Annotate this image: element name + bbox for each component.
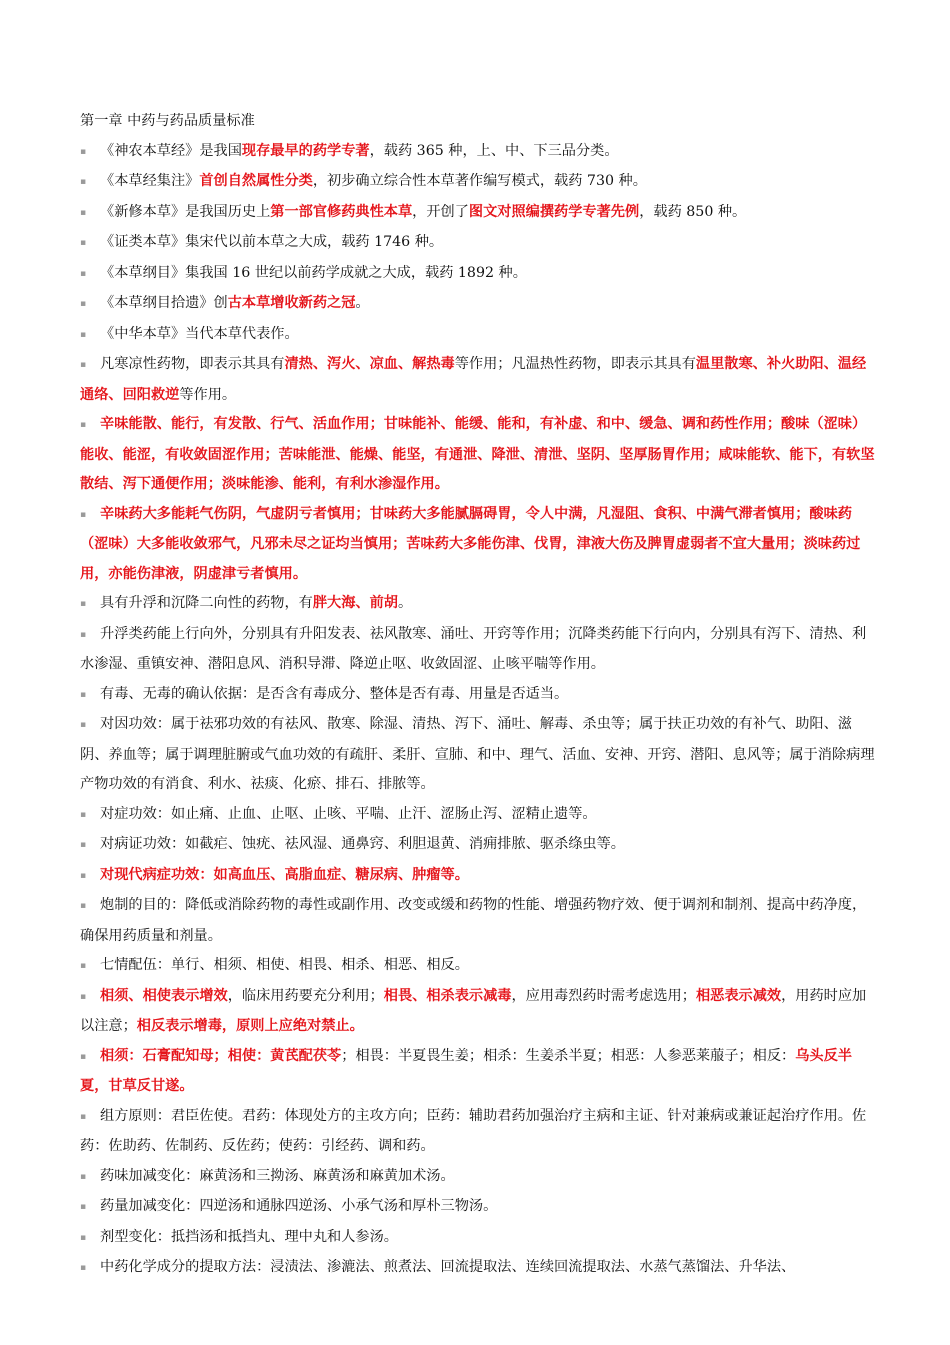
- body-text: 《本草纲目拾遗》创: [100, 295, 228, 311]
- body-text: 《神农本草经》是我国: [100, 142, 242, 159]
- list-item: [80, 1102, 880, 1162]
- highlight-text: 相须、相使表示增效: [100, 987, 228, 1004]
- list-item: [80, 1253, 880, 1284]
- body-text: 《新修本草》是我国历史上: [100, 203, 271, 220]
- bullet-icon: ▪: [80, 238, 87, 248]
- highlight-text: 对现代病症功效：如高血压、高脂血症、糖尿病、肿瘤等。: [100, 866, 469, 883]
- bullet-icon: ▪: [80, 689, 87, 700]
- bullet-icon: ▪: [80, 177, 87, 187]
- bullet-icon: ▪: [80, 1111, 87, 1122]
- body-text: ，开创了: [412, 203, 469, 220]
- document-page: [80, 107, 880, 1284]
- bullet-icon: ▪: [80, 1232, 87, 1243]
- highlight-text: 第一部官修药典性本草: [270, 203, 413, 220]
- bullet-icon: ▪: [80, 1263, 87, 1273]
- highlight-text: 相须：石膏配知母；相使：黄芪配茯苓: [100, 1047, 342, 1064]
- highlight-text: 古本草增收新药之冠: [227, 295, 356, 311]
- body-text: 。: [355, 295, 370, 311]
- list-item: [80, 137, 880, 168]
- bullet-icon: ▪: [80, 870, 87, 881]
- body-text: 等作用。: [179, 386, 237, 403]
- list-item: [80, 1192, 880, 1223]
- list-item: [80, 891, 880, 951]
- highlight-text: 乌头反半夏，甘草反甘遂。: [80, 1047, 852, 1094]
- list-item: [80, 289, 880, 320]
- body-text: ，载药 850 种。: [639, 203, 747, 220]
- list-item: [80, 830, 880, 861]
- body-text: ；相畏：半夏畏生姜；相杀：生姜杀半夏；相恶：人参恶莱菔子；相反：: [341, 1047, 796, 1064]
- bullet-icon: ▪: [80, 961, 87, 971]
- body-text: 对症功效：如止痛、止血、止呕、止咳、平喘、止汗、涩肠止泻、涩精止遗等。: [100, 805, 597, 822]
- body-text: 组方原则：君臣佐使。君药：体现处方的主攻方向；臣药：辅助君药加强治疗主病和主证、针对兼病或兼证起治疗作用。佐药：佐助药、佐制药、反佐药；使药：引经药、调和药。: [80, 1107, 867, 1154]
- highlight-text: 相恶表示减效: [695, 987, 782, 1004]
- list-item: [80, 167, 880, 198]
- list-item: [80, 800, 880, 831]
- bullet-icon: ▪: [80, 268, 87, 279]
- bullet-icon: ▪: [80, 840, 87, 850]
- list-item: [80, 982, 880, 1042]
- body-text: 剂型变化：抵挡汤和抵挡丸、理中丸和人参汤。: [100, 1228, 398, 1245]
- body-text: 中药化学成分的提取方法：浸渍法、渗漉法、煎煮法、回流提取法、连续回流提取法、水蒸气蒸馏法、升华法、: [100, 1259, 796, 1275]
- bullet-icon: ▪: [80, 809, 87, 820]
- bullet-icon: ▪: [80, 420, 87, 430]
- body-text: 对病证功效：如截疟、蚀疣、祛风湿、通鼻窍、利胆退黄、消痈排脓、驱杀绦虫等。: [100, 836, 625, 852]
- body-text: ，临床用药要充分利用；: [227, 987, 384, 1004]
- list-item: [80, 589, 880, 620]
- body-text: 《证类本草》集宋代以前本草之大成，载药 1746 种。: [100, 234, 444, 250]
- highlight-text: 辛味能散、能行，有发散、行气、活血作用；甘味能补、能缓、能和，有补虚、和中、缓急、调和药性作用；酸味（涩味）能收、能涩，有收敛固涩作用；苦味能泄、能燥、能坚，有通泄、降泄、清泄、坚阴、坚厚肠胃作用；咸味能软、能下，有软坚散结、泻下通便作用；淡味能渗、能利，有利水渗湿作用。: [80, 416, 875, 492]
- bullet-icon: ▪: [80, 207, 87, 218]
- body-text: 药味加减变化：麻黄汤和三拗汤、麻黄汤和麻黄加术汤。: [100, 1167, 455, 1184]
- body-text: 《中华本草》当代本草代表作。: [100, 325, 299, 342]
- bullet-icon: ▪: [80, 146, 87, 157]
- highlight-text: 首创自然属性分类: [199, 173, 313, 189]
- list-item: [80, 1162, 880, 1193]
- body-text: 升浮类药能上行向外，分别具有升阳发表、祛风散寒、涌吐、开窍等作用；沉降类药能下行向内，分别具有泻下、清热、利水渗湿、重镇安神、潜阳息风、消积导滞、降逆止呕、收敛固涩、止咳平喘等作用。: [80, 625, 867, 672]
- bullet-icon: ▪: [80, 599, 87, 609]
- bullet-icon: ▪: [80, 299, 87, 309]
- body-text: 等作用；凡温热性药物，即表示其具有: [454, 356, 696, 372]
- highlight-text: 温里散寒、补火助阳、温经通络、回阳救逆: [80, 356, 867, 403]
- highlight-text: 图文对照编撰药学专著先例: [468, 203, 640, 220]
- bullet-icon: ▪: [80, 720, 87, 730]
- body-text: 具有升浮和沉降二向性的药物，有: [100, 595, 313, 611]
- highlight-text: 相反表示增毒，原则上应绝对禁止。: [136, 1018, 364, 1034]
- chapter-title: 第一章 中药与药品质量标准: [80, 113, 255, 129]
- list-item: [80, 1223, 880, 1254]
- highlight-text: 相畏、相杀表示减毒: [383, 987, 512, 1004]
- list-item: [80, 500, 880, 590]
- body-text: ，初步确立综合性本草著作编写模式，载药 730 种。: [312, 173, 647, 189]
- list-item: [80, 410, 880, 500]
- body-text: ，载药 365 种，上、中、下三品分类。: [369, 142, 619, 159]
- body-text: 《本草经集注》: [100, 173, 200, 189]
- body-text: 凡寒凉性药物，即表示其具有: [100, 356, 285, 372]
- list-item: [80, 350, 880, 410]
- list-item: [80, 259, 880, 290]
- body-text: 七情配伍：单行、相须、相使、相畏、相杀、相恶、相反。: [100, 957, 469, 973]
- list-item: [80, 198, 880, 229]
- highlight-text: 辛味药大多能耗气伤阴，气虚阴亏者慎用；甘味药大多能腻膈碍胃，令人中满，凡湿阻、食积、中满气滞者慎用；酸味药（涩味）大多能收敛邪气，凡邪未尽之证均当慎用；苦味药大多能伤津、伐胃，津液大伤及脾胃虚弱者不宜大量用；淡味药过用，亦能伤津液，阴虚津亏者慎用。: [80, 505, 861, 582]
- list-item: [80, 951, 880, 982]
- list-item: [80, 680, 880, 711]
- body-text: 对因功效：属于祛邪功效的有祛风、散寒、除湿、清热、泻下、涌吐、解毒、杀虫等；属于扶正功效的有补气、助阳、滋阴、养血等；属于调理脏腑或气血功效的有疏肝、柔肝、宣肺、和中、理气、活血、安神、开窍、潜阳、息风等；属于消除病理产物功效的有消食、利水、祛痰、化瘀、排石、排脓等。: [80, 716, 875, 792]
- body-text: 有毒、无毒的确认依据：是否含有毒成分、整体是否有毒、用量是否适当。: [100, 685, 569, 702]
- body-text: 《本草纲目》集我国 16 世纪以前药学成就之大成，载药 1892 种。: [100, 264, 527, 281]
- list-item: [80, 620, 880, 680]
- bullet-icon: ▪: [80, 509, 87, 520]
- bullet-icon: ▪: [80, 901, 87, 911]
- bullet-icon: ▪: [80, 329, 87, 340]
- body-text: 药量加减变化：四逆汤和通脉四逆汤、小承气汤和厚朴三物汤。: [100, 1198, 498, 1214]
- list-item: [80, 710, 880, 800]
- body-text: 炮制的目的：降低或消除药物的毒性或副作用、改变或缓和药物的性能、增强药物疗效、便于调剂和制剂、提高中药净度，确保用药质量和剂量。: [80, 897, 867, 944]
- bullet-icon: ▪: [80, 1051, 87, 1062]
- bullet-icon: ▪: [80, 991, 87, 1002]
- body-text: ，用药时应加以注意；: [80, 987, 867, 1034]
- body-text: ，应用毒烈药时需考虑选用；: [511, 987, 696, 1004]
- bullet-icon: ▪: [80, 360, 87, 370]
- highlight-text: 现存最早的药学专著: [241, 142, 370, 159]
- highlight-text: 胖大海、前胡: [312, 595, 398, 611]
- list-item: [80, 1042, 880, 1102]
- item-list: [80, 137, 880, 1284]
- list-item: [80, 228, 880, 259]
- list-item: [80, 320, 880, 351]
- bullet-icon: ▪: [80, 629, 87, 640]
- body-text: 。: [397, 595, 413, 611]
- bullet-icon: ▪: [80, 1202, 87, 1212]
- highlight-text: 清热、泻火、凉血、解热毒: [284, 356, 455, 372]
- list-item: [80, 861, 880, 892]
- bullet-icon: ▪: [80, 1171, 87, 1182]
